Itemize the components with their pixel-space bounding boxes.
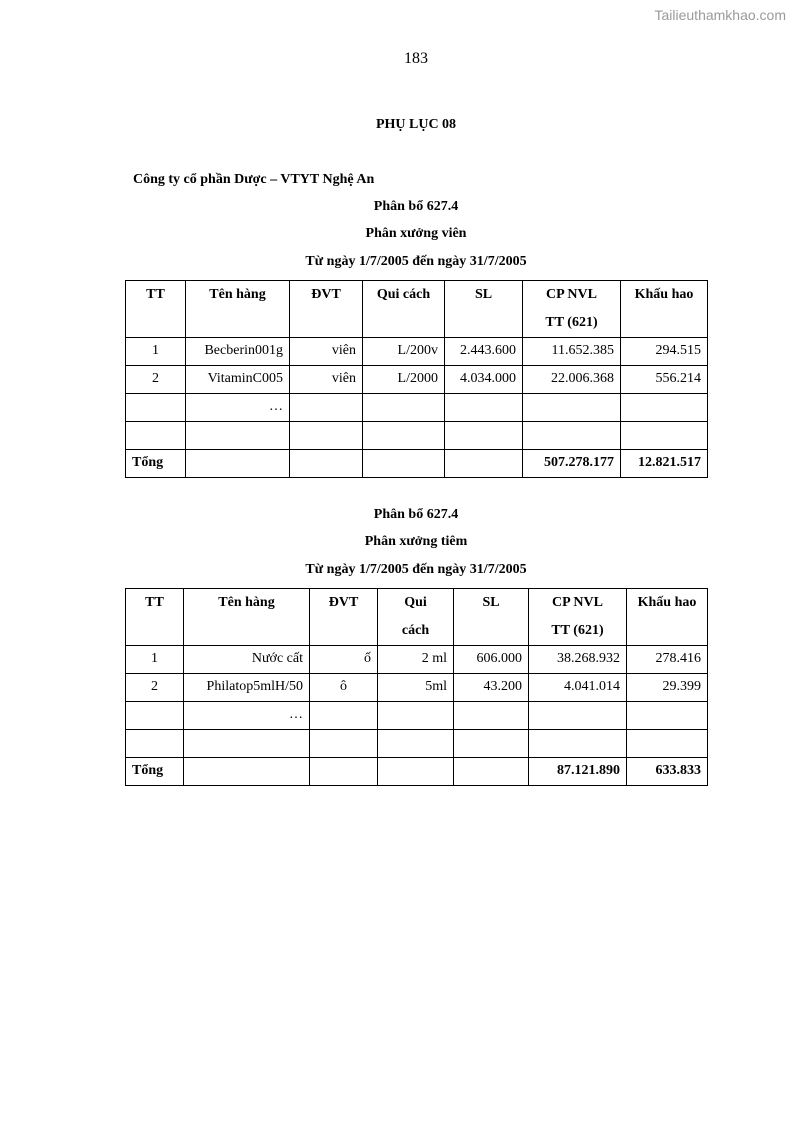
cell-tt: 2 bbox=[126, 674, 184, 702]
col-cp-nvl bbox=[523, 281, 621, 338]
total-row bbox=[126, 450, 708, 478]
col-tt: TT bbox=[126, 281, 186, 338]
table2-header-row bbox=[126, 589, 708, 646]
col-khau-hao: Khấu hao bbox=[621, 281, 708, 338]
watermark: Tailieuthamkhao.com bbox=[654, 7, 786, 23]
cp-nvl-line2: TT (621) bbox=[545, 315, 598, 330]
cell-sl: 43.200 bbox=[454, 674, 529, 702]
table1-title: Phân bổ 627.4 bbox=[373, 199, 459, 214]
cell-dvt: ô bbox=[310, 674, 378, 702]
cell-cp-nvl: 11.652.385 bbox=[523, 338, 621, 366]
cp-nvl-line1: CP NVL bbox=[546, 287, 597, 302]
cell-ellipsis: … bbox=[186, 394, 290, 422]
table-row bbox=[126, 422, 708, 450]
col-cp-nvl bbox=[529, 589, 627, 646]
table-row bbox=[126, 730, 708, 758]
col-tt: TT bbox=[126, 589, 184, 646]
cell-cp-nvl: 22.006.368 bbox=[523, 366, 621, 394]
appendix-title: PHỤ LỤC 08 bbox=[375, 117, 457, 132]
col-ten-hang: Tên hàng bbox=[186, 281, 290, 338]
cell-ten-hang: Becberin001g bbox=[186, 338, 290, 366]
cell-dvt: ố bbox=[310, 646, 378, 674]
qui-cach-line2: cách bbox=[401, 623, 430, 638]
col-ten-hang: Tên hàng bbox=[184, 589, 310, 646]
total-khau-hao: 12.821.517 bbox=[621, 450, 708, 478]
table-row bbox=[126, 702, 708, 730]
cell-khau-hao: 278.416 bbox=[627, 646, 708, 674]
col-khau-hao: Khấu hao bbox=[627, 589, 708, 646]
table2 bbox=[125, 588, 708, 786]
total-label: Tổng bbox=[126, 450, 186, 478]
table1 bbox=[125, 280, 708, 478]
total-cp-nvl: 87.121.890 bbox=[529, 758, 627, 786]
cell-qui-cach: L/2000 bbox=[363, 366, 445, 394]
table2-subtitle: Phân xưởng tiêm bbox=[364, 534, 468, 549]
cell-dvt: viên bbox=[290, 338, 363, 366]
cell-cp-nvl: 38.268.932 bbox=[529, 646, 627, 674]
total-cp-nvl: 507.278.177 bbox=[523, 450, 621, 478]
cell-qui-cach: 5ml bbox=[378, 674, 454, 702]
table2-date-range: Từ ngày 1/7/2005 đến ngày 31/7/2005 bbox=[305, 562, 527, 577]
cp-nvl-line2: TT (621) bbox=[551, 623, 604, 638]
cell-ten-hang: Philatop5mlH/50 bbox=[184, 674, 310, 702]
cell-qui-cach: 2 ml bbox=[378, 646, 454, 674]
table1-date-range: Từ ngày 1/7/2005 đến ngày 31/7/2005 bbox=[305, 254, 527, 269]
total-row bbox=[126, 758, 708, 786]
cell-ellipsis: … bbox=[184, 702, 310, 730]
table2-title: Phân bổ 627.4 bbox=[373, 507, 459, 522]
cell-ten-hang: Nước cất bbox=[184, 646, 310, 674]
cell-qui-cach: L/200v bbox=[363, 338, 445, 366]
col-qui-cach: Qui cách bbox=[363, 281, 445, 338]
cell-cp-nvl: 4.041.014 bbox=[529, 674, 627, 702]
qui-cach-line1: Qui bbox=[404, 595, 427, 610]
table-row bbox=[126, 394, 708, 422]
cell-sl: 4.034.000 bbox=[445, 366, 523, 394]
col-dvt: ĐVT bbox=[310, 589, 378, 646]
table-row bbox=[126, 338, 708, 366]
col-sl: SL bbox=[454, 589, 529, 646]
col-dvt: ĐVT bbox=[290, 281, 363, 338]
cell-sl: 606.000 bbox=[454, 646, 529, 674]
cell-dvt: viên bbox=[290, 366, 363, 394]
table-row bbox=[126, 646, 708, 674]
cp-nvl-line1: CP NVL bbox=[552, 595, 603, 610]
cell-sl: 2.443.600 bbox=[445, 338, 523, 366]
total-khau-hao: 633.833 bbox=[627, 758, 708, 786]
col-sl: SL bbox=[445, 281, 523, 338]
page-number: 183 bbox=[404, 50, 428, 67]
table-row bbox=[126, 674, 708, 702]
col-qui-cach bbox=[378, 589, 454, 646]
table-row bbox=[126, 366, 708, 394]
cell-tt: 1 bbox=[126, 646, 184, 674]
cell-khau-hao: 556.214 bbox=[621, 366, 708, 394]
cell-khau-hao: 29.399 bbox=[627, 674, 708, 702]
table1-header-row bbox=[126, 281, 708, 338]
total-label: Tổng bbox=[126, 758, 184, 786]
cell-tt: 2 bbox=[126, 366, 186, 394]
cell-ten-hang: VitaminC005 bbox=[186, 366, 290, 394]
table1-subtitle: Phân xưởng viên bbox=[365, 226, 467, 241]
company-name: Công ty cổ phần Dược – VTYT Nghệ An bbox=[133, 172, 375, 187]
cell-khau-hao: 294.515 bbox=[621, 338, 708, 366]
cell-tt: 1 bbox=[126, 338, 186, 366]
